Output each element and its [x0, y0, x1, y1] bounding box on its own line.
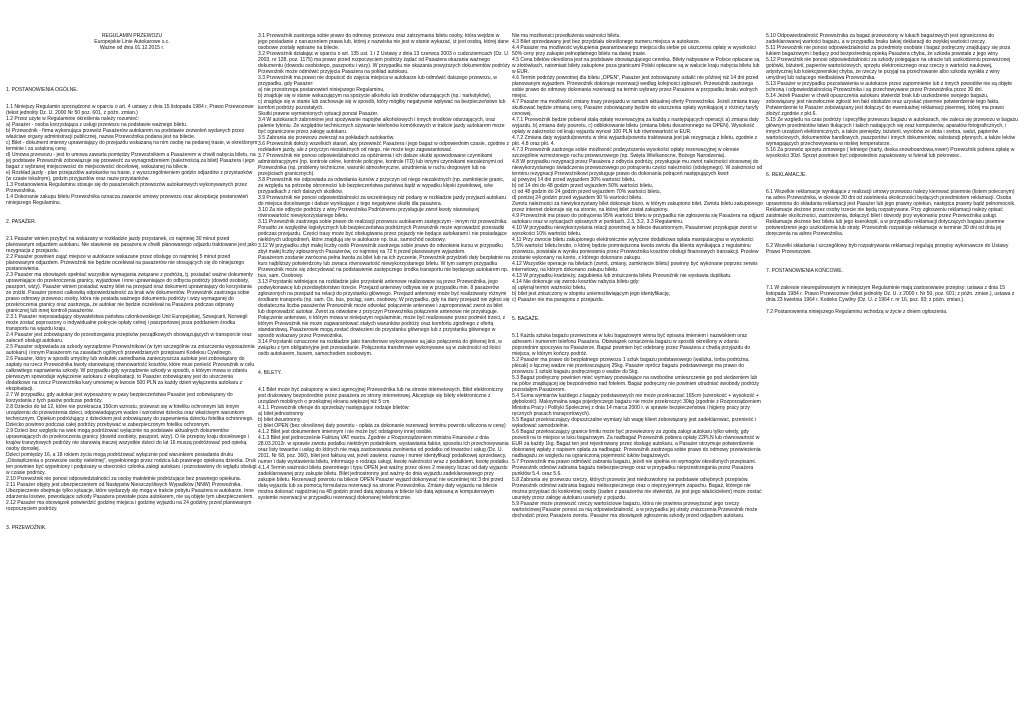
paragraph: 4.1.3 Bilet jest jednocześnie Fakturą VAT marża. Zgodnie z Rozporządzeniem ministra Finansów z dnia 28.03.2012r. w sprawie zwrotu podatku niektórym podatnikom, wystawiania faktur, sposobu ich przechowywania oraz listy towarów i usług do których nie mają zastosowania zwolnienia od podatku od towarów i usług (Dz. U. 2011, Nr 68, poz. 360), bilet jest fakturą vat, jeżeli zawiera: nazwę i numer identyfikacji podatkowej sprzedawcy, numer i datę wystawienia biletu, informację o rodzaju usługi, kwotę należności wraz z podatkiem, kwotę podatku. — [258, 435, 510, 465]
title-line-2: Europejskie Linie Autokarowe s.c. — [94, 39, 170, 45]
paragraph: 4.8 W przypadku rezygnacji przez Pasażera z odbycia podróży, przysługuje mu zwrot należności stosownej do niewykorzystanego świadczenia przewozowego po potrąceniu części należności (odstępnego). W zależności od terminu rezygnacji Przewoźnikowi przysługuje prawo do dokonania potrąceń następujących kwot: — [512, 159, 763, 177]
paragraph: 2.12 Pasażer ma obowiązek potwierdzić godzinę miejsca i godzinę wyjazdu na 24 godziny przed planowanym rozpoczęciem podróży. — [6, 500, 252, 512]
paragraph: 3.14 Przystanki oznaczone na rozkładzie jako transferowe wykonywane są jako połączenia do głównej linii, w związku z tym obligatoryjne jest przesiadanie. Połączenia transferowe wykonywane są w zależności od ilości osób autokarem, busem, samochodem osobowym. — [258, 339, 502, 357]
paragraph: 5.1 Każda sztuka bagażu przewożona w luku bagażowym winna być opisana imieniem i nazwiskiem oraz adresem i numerem telefonu Pasażera. Obowiązek oznaczenia bagażu w sposób określony w zdaniu poprzednim spoczywa na Pasażerze. Bagaż powinien być odebrany przez Pasażera z chwilą przyjazdu do miejsca, w którym kończy podróż. — [512, 333, 751, 357]
paragraph: 5.5 Bagaż przekraczający dopuszczalne wymiary lub wagę klient zobowiązany jest zadeklarować, przenieść i wyładować samodzielnie. — [512, 417, 756, 429]
paragraph: 5.10 Odpowiedzialność Przewoźnika za bagaż przewożony w lukach bagażowych jest ograniczona do zadeklarowanej wartości bagażu, a w przypadku braku takiej deklaracji do zwykłej wartości rzeczy. — [766, 33, 995, 45]
paragraph: 5.15 Ze względu na czas podróży i specyfikę przewozu bagażu w autokarach, nie zaleca się przewozu w bagażu głównym przedmiotów łatwo tłukących i takich nadających się oraz komputerów, aparatów fotograficznych, i innych urządzeń elektronicznych, a także pieniędzy, biżuterii, wyrobów ze złota i srebra, walut, papierów wartościowych, dokumentów handlowych, paszportów i innych dokumentów, substancji płynnych, a także leków wymagających przechowywania w niskiej temperaturze. — [766, 117, 1018, 147]
paragraph: 4.1 Bilet może być zakupiony w sieci agencyjnej Przewoźnika lub na stronie internetowych. Bilet elektroniczny jest drukowany bezpośrednio przez pasażera ze strony internetowej. Akceptuje się bilety elektroniczne z urządzeń mobilnych o przekątnej ekranu większej niż 5 cm. — [258, 387, 504, 405]
paragraph: 2.2 Pasażer powinien zająć miejsce w autokarze wskazane przez obsługę co najmniej 5 minut przed planowanym odjazdem. Przewoźnik nie będzie oczekiwał na pasażerów nie stosujących się do niniejszego postanowienia. — [6, 254, 245, 272]
column-3 — [512, 33, 764, 519]
paragraph: 3.13 Przystanki widniejące na rozkładzie jako przystanki antenowe realizowane są przez Przewoźnika, jego podwykonawcę lub przedsiębiorstwo trzecie. Przejazd antenowy odbywa się w przypadku min. 8 pasażerów zgłoszonych na przejazd na relacji do przystanku głównego. Przejazd antenowy może być realizowany różnymi środkami transportu (np. sam. Os. bus, pociąg, sam. osobowy. W przypadku, gdy na dany przejazd nie zgłosi się dostateczna liczba pasażerów Przewoźnik może odwołać połączenie antenowe i zaproponować zwrot za bilet lub doprowadzić autokar. Zwrot za odwołane z przyczyn Przewoźnika połączenie antenowe nie przysługuje. Połączenie antenowe, o którym mowa w niniejszym regulaminie, może być realizowane przez podmiot trzeci, z którym Przewoźnik nie może zagwarantować stałych warunków podróży oraz komfortu zgodnego z ofertą standardową. Pasażerowie mogą zostać dowiezieni do przystanku głównego lub z przystanku głównego w sposób wskazany przez Przewoźnika. — [258, 279, 510, 339]
paragraph: 2.10 Przewoźnik nie ponosi odpowiedzialności za osoby małoletnie podróżujące bez prawnego opiekuna. — [6, 476, 242, 482]
paragraph: Pasażerom zostanie zwrócona pełna kwota za bilet lub na ich życzenie, Przewoźnik przydzieli daty bezpłatnie na kurs najbliższy potwierdzony lub zwraca równowartość niewykorzystanego biletu. W tym samym przypadku Przewoźnik może się zdecydować na podstawienie zastępczego środka transportu nie będącego autokarem np. bus, sam. Osobowy. — [258, 255, 510, 279]
column-1 — [6, 80, 258, 536]
paragraph: a) Pasażer - osoba korzystająca z usługi przewozu na podstawie ważnego biletu. — [6, 122, 188, 128]
paragraph: 4.13 W przypadku kradzieży, zagubienia lub zniszczenia biletu Przewoźnik nie wystawia duplikatu. — [512, 273, 732, 279]
paragraph: c) Bilet - dokument imienny uprawniający do przejazdu wskazaną na nim osobę na podanej trasie, w określonym terminie i za ustaloną cenę. — [6, 140, 258, 152]
paragraph: a) nie przestrzega postanowień niniejszego Regulaminu, — [258, 87, 385, 93]
paragraph: 5.16 Za przewóz sprzętu zimowego ( letniego (narty, deska snowboardowa,rower) Przewoźnik pobiera opłatę w wysokości 30zł. Sprzęt powinien być odpowiednio zapakowany w futerał lub pokrowiec. — [766, 147, 1015, 159]
paragraph: 3.8 Przewoźnik nie odpowiada za odwołania kursów z przyczyn od niego niezależnych (np. zamknięcie granic, ze względu na potrzebę obronności lub bezpieczeństwa państwa bądź w wypadku klęski żywiołowej, w/w przypadkach z nich dalszych skutków. — [258, 177, 505, 195]
section-heading: 5. BAGAŻE. — [512, 316, 540, 322]
document-title — [6, 33, 258, 51]
paragraph: 2.6 Pasażer, który w sposób umyślny lub wskutek zaniedbania zanieczyszcza autokar jest zobowiązany do zapłaty na rzecz Przewoźnika kwoty stanowiącej równowartość kosztów, które musi ponieść Przewoźnik w celu całkowitego naprawienia szkody. W przypadku gdy wyrządzenie szkody w sposób, o którym mowa w zdaniu pierwszym spowoduje wyłączenie autokaru z eksploatacji, to Pasażer zobowiązany jest do uiszczenia dodatkowo na rzecz Przewoźnika kary umownej w kwocie 500 PLN za każdy dzień wyłączenia autokaru z eksploatacji. — [6, 356, 255, 392]
paragraph: 2.4 Pasażer jest zobowiązany do przestrzegania przepisów porządkowych obowiązujących w transporcie oraz zaleceń obsługi autokaru. — [6, 332, 252, 344]
paragraph: 5.8 Zabrania się przewozu rzeczy, których przewóz jest niedozwolony na podstawie odrębnych przepisów. Przewoźnik odmówi zabrania bagażu niebezpiecznego oraz o nieprzyjemnym zapachu. Bagaż, którego nie można przypisać do konkretnej osoby (żaden z pasażerów nie stwierdzi, że jest jego właścicielem) może zostać usunięty przez załogę autokaru usunięty z pojazdu. — [512, 477, 762, 501]
paragraph: 4.1.4 Termin ważności biletu powrotnego i typu OPEN jest ważny przez okres 2 miesięcy liczac od daty wyjazdu zadeklarowanej przy zakupie biletu. Bilet jednostronny jest ważny do dnia wyjazdu zadeklarowanego przy zakupie biletu. Rezerwacji powrotu na bilecie OPEN Pasażer wyjazd dokonywać nie wcześniej niż 3 dni przed datą wyjazdu lub za pomocą formularza rezerwacji na stronie Przewoźnika. Zmiany daty wyjazdu na bilecie można dokonać najpóźniej na 48 godzin przed datą wpisaną w bilecie lub datą wpisaną w komputerowym systemie rezerwacji w przypadku rezerwacji dokonanej telefonicznie. — [258, 465, 508, 501]
section-heading: 1. POSTANOWIENIA OGÓLNE. — [6, 87, 78, 93]
paragraph: 4.1.1 Przewoźnik oferuje do sprzedaży następujące rodzaje biletów: — [258, 405, 410, 411]
paragraph: 2.7 W przypadku, gdy autokar jest wyposażony w pasy bezpieczeństwa Pasażer jest zobowiązany do korzystania z tych pasów podczas podróży. — [6, 392, 233, 404]
paragraph: e) Rozkład jazdy - plan przejazdów autokarów na trasie, z wyszczególnieniem godzin odjazdów z przystanków (w czasie lokalnym), godzin przyjazdów oraz nazw przystanków. — [6, 170, 253, 182]
paragraph: 7.2 Postanowienia niniejszego Regulaminu wchodzą w życie z dniem ogłoszenia. — [766, 309, 948, 315]
paragraph: 4.12 Wszystkie operacje na biletach (zwrot, zmiany, zamknięcie biletu) powinny być wykonane poprzez serwis internetowy, na którym dokonano zakupu biletu. — [512, 261, 758, 273]
paragraph: 5.9 Pasażer może przewozić rzeczy wartościowe bagażu, która nie powinna przewyższać jego rzeczy wartościowej Pasażer ponosi za nią odpowiedzialność, a w przypadku jej utraty zniszczenia Przewoźnik może dochodzić przez Pasażera zwrotu. Pasażer ma obowiązek zgłoszenia szkody przed odjazdem autokaru. — [512, 501, 758, 519]
paragraph: 4.7 Pasażer ma możliwość zmiany trasy przejazdu w ramach aktualnej oferty Przewoźnika. Jeżeli zmiana trasy skutkować będzie zmianą ceny, Pasażer zobowiązany będzie do uiszczenia opłaty wynikającej z różnicy taryfy cenowej. — [512, 99, 760, 117]
paragraph: a) powyżej 14 dni przed wyjazdem 30% wartości biletu, — [512, 177, 636, 183]
paragraph: d) poniżej 24 godzin przed wyjazdem 90 % wartości biletu. — [512, 195, 643, 201]
paragraph: 2.9 Dzieci bez względu na wiek mogą podróżować wyłącznie na podstawie aktualnych dokumentów uprawniających do przekroczenia granicy (dowód osobisty, paszport, wizy). O ile przepisy kraju docelowego i krajów tranzytowych podróży nie stanowią inaczej wszystkie dzieci do lat 16 muszą podróżować pod opieką osoby dorosłej. — [6, 428, 249, 452]
paragraph: 5.6 Bagaż przekraczający granice limitu może być przewieziony za zgodą załogi autokaru tylko wtedy, gdy pozwoli na to miejsce w luku bagażowym. Za nadbagaż Przewoźnik pobiera opłatę 22PLN lub równowartość w EUR za każdy 1kg. Bagaż ten jest rejestrowany przez obsługę autokaru, a Pasażer otrzymuje potwierdzenie dokonanej wpłaty z napisem opłata za nadbagaż. Przewoźnik zastrzega sobie prawo do odmowy przewiezienia nadbagażu ze względu na ograniczoną pojemność luków bagażowych. — [512, 429, 761, 459]
paragraph: 3.4 W autokarach zabronione jest spożywanie napojów alkoholowych i innych środków odurzających, oraz palenie tytoniu. Ze względów technicznych używanie telefonów komórkowych w trakcie jazdy autokarem może być ograniczone przez załogę autokaru. — [258, 117, 505, 135]
paragraph: b) bilet jest zniszczony w stopniu uniemożliwiającym jego identyfikację, — [512, 291, 671, 297]
paragraph: 1.4 Dokonanie zakupu biletu Przewoźnika oznacza zawarcie umowy przewozu oraz akceptację postanowień niniejszego Regulaminu. — [6, 194, 249, 206]
paragraph: 4.7.1 Przewoźnik będzie pobierał stałą opłatę rezerwacyjną za każdą z następujących operacji: a) zmiana daty wyjazdu, b) zmiana daty powrotu, c) odblokowanie biletu (zmiana biletu dwustronnego na OPEN). Wysokość opłaty w zależności od kraju wyjazdu wynosi 100 PLN lub równowartość w EUR. — [512, 117, 759, 135]
paragraph: 3.11 Przewoźnik zastrzega sobie prawo do realizacji przewozu autokarem zastępczym - innym niż przewoźnika. Ponadto ze względów logistycznych lub bezpieczeństwa podróżnych Przewoźnik może wprowadzić przesiadki podczas przejazdu. Części trasy może być obsługiwana przez pojazdy nie będące autokarami i nie posiadające niektórych udogodnień, które znajdują się w autokarze np. bus, samochód osobowy. — [258, 219, 508, 243]
paragraph: 3.2 Przewoźnik działając w oparciu o art. 135 ust. 1 i 2 Ustawy z dnia 13 czerwca 2003 o cudzoziemcach (Dz. U. 2003, nr 128, poz. 1175) ma prawo przed rozpoczęciem podróży żądać od Pasażera okazania ważnego dokumentu (dowodu osobistego, paszportu i wizy). W przypadku nie okazania powyższych dokumentów podróży Przewoźnik może odmówić przyjęcia Pasażera na pokład autokaru. — [258, 51, 510, 75]
paragraph: 5.12 Przewoźnik nie ponosi odpowiedzialności za szkody polegające na utracie lub uszkodzeniu przewożonej gotówki, biżuterii, papierów wartościowych, sprzętu elektronicznego oraz rzeczy o wartości naukowej, artystycznej lub kolekcjonerskiej chyba, że rzeczy te przyjął na przechowanie albo szkoda wynikła z winy umyślnej lub rażącego niedbalstwa Przewoźnika. — [766, 57, 1011, 81]
paragraph: 4.11 Przy zwrocie biletu zakupionego elektronicznie wytyczne dodatkowa opłata manipulacyjna w wysokości 5,5% wartości biletu brutto, o której będzie pomniejszona kwota zwrotu dla klienta wynikająca z regulaminu przewozu, powstała w wyniku poniesienia przez Przewoźnika kosztów obsługi finansowych transakcji. Przelew zostanie wykonany na konto, z którego dokonano zakupu. — [512, 237, 759, 261]
paragraph: 3.10 Za nie odbycie podróży z winy Przewoźnika Podróżnemu przysługuje zwrot kwoty stanowiącej równowartość niewykorzystanego biletu. — [258, 207, 480, 219]
section-heading: 3. PRZEWOŹNIK. — [6, 525, 47, 531]
paragraph: 5.4 Suma wymiarów każdego z bagaży podstawowych nie może przekraczać 165cm (szerokość + wysokość + głębokość). Maksymalna waga pojedynczego bagażu nie może przekroczyć 30kg (zgodnie z Rozporządzeniem Ministra Pracy i Polityki Społecznej z dnia 14 marca 2000 r. w sprawie bezpieczeństwa i higieny pracy przy ręcznych pracach transportowych). — [512, 393, 761, 417]
section-heading: 4. BILETY. — [258, 370, 282, 376]
paragraph: c) Pasażer nie ma paragonu z przejazdu. — [512, 297, 605, 303]
column-2 — [258, 33, 510, 501]
paragraph: 5.13 Pasażer w przypadku pozostawienia w autokarze przez zapomnienie lub z innych powodów nie są objęte ochroną i odpowiedzialnością Przewoźnika i są przechowywane przez Przewoźnika przez 30 dni. — [766, 81, 1013, 93]
paragraph: b) bilet dwustronny — [258, 417, 301, 423]
title-line-3: Ważne od dnia 01.12.2015 r. — [99, 45, 165, 51]
paragraph: 3.6 Przewoźnik dołoży wszelkich starań, aby przewieźć Pasażera i jego bagaż w odpowiednim czasie, zgodnie z rozkładem jazdy, ale z przyczyn niezależnych od niego, nie może tego zagwarantować. — [258, 141, 510, 153]
paragraph: 5.2 Pasażer ma prawo do bezpłatnego przewozu 1 sztuk bagażu podstawowego (walizka, torba podróżna, plecak) o łącznej wadze nie przekraczającej 25kg. Pasażer oprócz bagażu podstawowego ma prawo do przewozu 1 sztuki bagażu podręcznego o wadze do 5kg. — [512, 357, 750, 375]
paragraph: b) od 14 dni do 48 godzin przed wyjazdem 50% wartości biletu, — [512, 183, 654, 189]
paragraph: 4.5 Cena biletów określona jest na podstawie obowiązującego cennika. Bilety nabywane w Polsce opłacane są w złotówkach, natomiast bilety zakupione poza granicami Polski opłacane są w walucie kraju nabycia biletu lub w EUR. — [512, 57, 760, 75]
paragraph: 4.3 Bilet sprzedawany jest bez przydziału określonego numeru miejsca w autokarze. — [512, 39, 701, 45]
paragraph: Nie ma możliwości przedłużenia ważności biletu. — [512, 33, 621, 39]
paragraph: 6.1 Wszelkie reklamacje wynikające z realizacji umowy przewozu należy kierować pisemnie (listem poleconym) na adres Przewoźnika, w okresie 30 dni od zaistnienia okoliczności będących przedmiotem reklamacji. Osoba uprawniona do składania reklamacji jest Pasażer lub jego prawny opiekun, następca prawny bądź pełnomocnik. Reklamacje złożone przez osoby trzecie nie będą rozpatrywane. Przy zgłoszeniu reklamacji należy opisać zaistniałe okoliczności, zastrzeżenia, dołączyć bilet i dowody przy wykonaniu przez Przewoźnika usługi. Reklamacje złożone bez biletu lub jego kserokopii, a w przypadku reklamacji dotyczących bagażu pisemne potwierdzenie jego uszkodzenia lub straty. Przewoźnik rozpatruje reklamacje w terminie 30 dni od dnia jej doręczenia na adres Przewoźnika. — [766, 189, 1016, 237]
title-line-1: REGULAMIN PRZEWOZU — [101, 33, 163, 39]
paragraph: Dzieci pomiędzy 16, a 18 rokiem życia mogą podróżować wyłącznie pod warunkiem posiadania druku „Oświadczenia o przewozie osoby nieletniej", wypełnionego przez rodzica lub prawnego opiekuna dziecka. Druk ten powinien być wypełniony i podpisany w obecności członka załogi autokaru i pozostawiony do wglądu obsługi w czasie podróży. — [6, 452, 257, 476]
paragraph: 1.1 Niniejszy Regulamin sporządzono w oparciu o art. 4 ustawy z dnia 15 listopada 1984 r. Prawo Przewozowe (tekst jednolity Dz. U. 2000 Nr 50 poz. 601, z późn. zmian.) — [6, 104, 254, 116]
paragraph: a) bilet jednostronny — [258, 411, 304, 417]
paragraph: a) upłynął termin ważności biletu, — [512, 285, 587, 291]
paragraph: c) bilet OPEN (bez określonej daty powrotu - opłata za dokonanie rezerwacji terminu powrotu wliczona w cenę) — [258, 423, 506, 429]
paragraph: 4.6 Termin podróży powrotnej dla biletu „OPEN", Pasażer jest zobowiązany ustalić nie później niż 14 dni przed planowanym wyjazdem. Przewoźnik dokonuje rezerwacji według kolejności zgłoszeń. Przewoźnik zastrzega sobie prawo do odmowy dokonania rezerwacji na termin wybrany przez Pasażera w przypadku braku wolnych miejsc. — [512, 75, 759, 99]
paragraph: c) znajduje się w stanie lub zachowuje się w sposób, który mógłby negatywnie wpływać na bezpieczeństwo lub komfort podróży pozostałych. — [258, 99, 506, 111]
paragraph: 3.3 Przewoźnik ma prawo nie dopuścić do zajęcia miejsca w autokarze lub odmówić dalszego przewozu, w przypadku, gdy Pasażer: — [258, 75, 498, 87]
paragraph: 3.12 W przypadku zbyt małej liczby osób Przewoźnik zastrzega sobie prawo do odwołania kursu w przypadku zbyt małej liczby zgłoszonych Pasażerów, co najmniej na 72 h przed planowanym wyjazdem. — [258, 243, 503, 255]
paragraph: 6.2 Wszelki składania i szczegółowy tryb rozpatrywania reklamacji regulują przepisy wykonawcze do Ustawy Prawo Przewozowe. — [766, 243, 1009, 255]
paragraph: 2.5 Pasażer odpowiada za szkody wyrządzone Przewoźnikowi (w tym szczególnie za zniszczenia wyposażenia autokaru) i innym Pasażerom na zasadach ogólnych przewidzianych przepisami Kodeksu Cywilnego. — [6, 344, 255, 356]
paragraph: 2.3 Pasażer ma obowiązek spełniać wszystkie wymagania związane z podróżą, tj. posiadać ważne dokumenty uprawniające do przekroczenia granicy, wyjazdowe i inne uprawniające do odbycia podróży (dowód osobisty, paszport, wizy). Pasażer winien posiadać ważny bilet na przejazd oraz dokument uprawniający do korzystania ze zniżki. Pasażer ponosi całkowitą odpowiedzialność za brak w/w dokumentów. Przewoźnik zastrzega sobie prawo odmowy przewozu osoby, która nie posiada ważnego dokumentu podróży i wizy wymaganej do przekroczenia granicy oraz zastrzega, że autokar nie będzie oczekiwał na Pasażera podczas odprawy granicznej lub innej kontroli pasażerów. — [6, 272, 253, 314]
paragraph: 7.1 W zakresie nieuregulowanym w niniejszym Regulaminie mają zastosowanie przepisy: ustawa z dnia 15 listopada 1984 r. Prawo Przewozowe (tekst jednolity Dz. U. z 2000 r. Nr 50, poz. 601; z późn. zmian.), ustawa z dnia 23 kwietnia 1964 r. Kodeks Cywilny (Dz. U. z 1964 r. nr 16, poz. 93; z późn. zmian.). — [766, 285, 1015, 303]
paragraph: d) Umowa przewozu - jest to umowa zawarta pomiędzy Przewoźnikiem a Pasażerem w chwili nabycia biletu, na jej podstawie Przewoźnik zobowiązuje się przewieźć za wynagrodzeniem (należnością za bilet) Pasażera i jego bagaż z wybranej miejscowości do miejscowości docelowej, wskazanej na bilecie. — [6, 152, 256, 170]
paragraph: 4.9 Przewoźnik ma prawo do potrącenia 95% wartości biletu w przypadku nie zgłoszenia się Pasażera na odjazd autokaru oraz w sytuacjach opisanych w punktach, 2.3, 3.2, 3.3 Regulaminu. — [512, 213, 764, 225]
paragraph: 1.3 Postanowienia Regulaminu stosuje się do pasażerskich przewozów autokarowych wykonywanych przez Przewoźnika. — [6, 182, 247, 194]
paragraph: 5.14 Jeżeli Pasażer w chwili opuszczenia autokaru stwierdzi brak lub uszkodzenie swojego bagażu, zobowiązany jest niezwłocznie zgłosić ten fakt obsłudze oraz uzyskać pisemne potwierdzenie tego faktu. Potwierdzenie to Pasażer zobowiązany jest dołączyć do ewentualnej reklamacji pisemnej, której ma prawo złożyć zgodnie z pkt.6. — [766, 93, 1004, 117]
column-4 — [766, 33, 1018, 315]
section-heading: 6. REKLAMACJE. — [766, 172, 807, 178]
paragraph: 5.7 Przewoźnik ma prawo odmówić zabrania bagażu, jeżeli nie spełnia on wymogów określonych przepisami. Przewoźnik odmówi zabrania bagażu niebezpiecznego oraz w przypadku nieprzestrzegania przez Pasażera punktów 5.4. oraz 5.6. — [512, 459, 757, 477]
paragraph: 4.10 W przypadku niewykorzystania relacji powrotnej w bilecie dwustronnym, Pasażerowi przysługuje zwrot w wysokości 10% wartości biletu. — [512, 225, 757, 237]
paragraph: 4.4 Pasażer ma możliwość wykupienia gwarantowanego miejsca dla siebie po uiszczeniu opłaty w wysokości 50% ceny przy zakupie pełnopłatnego biletu na danej trasie. — [512, 45, 756, 57]
paragraph: 2.8 Dziecko do lat 12, które nie przekracza 150cm wzrostu, przewozi się w foteliku ochronnym lub innym urządzeniu do przewożenia dzieci, odpowiadającym wadze i wzrostowi dziecka oraz właściwym warunkom technicznym. Opiekun podróżujący z dzieckiem jest zobowiązany do zapewnienia dziecku fotelika ochronnego. Dziecko powinno podczas całej podróży przebywać w zabezpieczonym foteliku ochronnym. — [6, 404, 254, 428]
paragraph: 5.3 Bagaż podręczny powinien mieć wymiary pozwalające na swobodne umieszczenie go pod siedzeniem lub na półce znajdującej się bezpośrednio nad fotelem. Bagaż podręczny nie powinien utrudniać swobody podróży pozostałym Pasażerom. — [512, 375, 760, 393]
paragraph: Zwrotu należności za niewykorzystany bilet dokonuje biuro, w którym zakupiono bilet. Zwrotu biletu zakupionego przez internet dokonuje się na stronie, na której bilet został zakupiony. — [512, 201, 763, 213]
paragraph: 4.1.2 Bilet jest dokumentem imiennym i nie może być odstąpiony innej osobie. — [258, 429, 433, 435]
paragraph: 2.11 Pasażer objęty jest ubezpieczeniem od Następstw Nieszczęśliwych Wypadków (NNW) Przewoźnika. Ubezpieczenie obejmuje tylko sytuacje, które wydarzyły się mogą w trakcie pobytu Pasażera w autokarze. Inne zdarzenia losowe, powodujące szkody Pasażera powstałe poza autokarem, nie są objęte tym ubezpieczeniem. — [6, 482, 254, 500]
paragraph: 2.1 Pasażer winien przybyć na wskazany w rozkładzie jazdy przystanek, co najmniej 30 minut przed planowanym odjazdem autokaru. Nie stawienie się pasażera w chwili planowanego odjazdu traktowane jest jako rezygnacja z przejazdu. — [6, 236, 257, 254]
paragraph: c) od 48 godzin do 24 godzin przed wyjazdem 70% wartości biletu, — [512, 189, 661, 195]
paragraph: Skutki prawne wymienionych sytuacji ponosi Pasażer. — [258, 111, 379, 117]
section-heading: 7. POSTANOWIENIA KOŃCOWE. — [766, 268, 844, 274]
section-heading: 2. PASAŻER. — [6, 219, 37, 225]
paragraph: 4.7.3 Przewoźnik zastrzega sobie możliwość podwyższenia wysokości opłaty rezerwacyjnej w okresie szczególnie wzmożonego ruchu przewozowego (np. Święta Wielkanocne, Bożego Narodzenia). — [512, 147, 740, 159]
paragraph: 1.2 Przez użyte w Regulaminie określenia należy rozumieć: — [6, 116, 139, 122]
paragraph: 4.14 Nie dokonuje się zwrotu kosztów nabycia biletu gdy: — [512, 279, 640, 285]
paragraph: b) Przewoźnik - firma wykonująca przewóz Pasażerów autokarem na podstawie zezwoleń wydanych przez właściwe organy administracji publicznej, nazwa Przewoźnika podana jest na bilecie. — [6, 128, 245, 140]
paragraph: 3.5 Zabrania się przewozu zwierząt na pokładach autokarów. — [258, 135, 395, 141]
paragraph: 3.1 Przewoźnik zastrzega sobie prawo do odmowy przewozu oraz zatrzymania biletu osoby, która wejdzie w jego posiadanie z naruszeniem prawa lub, której z nazwiska nie jest w stanie wykazać, iż jest osobą, której dane osobowe zostały wpisane na bilecie. — [258, 33, 509, 51]
paragraph: 3.9 Przewoźnik nie ponosi odpowiedzialności za wcześniejszy niż podany w rozkładzie jazdy przyjazd autokaru do miejsca docelowego i dalsze wynikające z tego negatywne skutki dla pasażera. — [258, 195, 506, 207]
paragraph: 2.3.1 Pasażer nieposiadający obywatelstwa państwa członkowskiego Unii Europejskiej, Szwajcarii, Norwegii może zostać poproszony o indywidualne pokrycie opłaty celnej i paszportowej poza poddaniem środka transportu na wjazdu kraju. — [6, 314, 248, 332]
paragraph: 3.7 Przewoźnik nie ponosi odpowiedzialności za opóźnienia i ich dalsze skutki spowodowane czynnikami administracyjnymi (np. kontrole celne, kontrole policyjne, kontrole ITD) lub innymi czynnikami niezależnymi od Przewoźnika (np. problemy techniczne, warunki atmosferyczne, utrudnienia w ruchu drogowym lub na przejściach granicznych). — [258, 153, 503, 177]
paragraph: 5.11 Przewoźnik nie ponosi odpowiedzialności za przedmioty osobiste i bagaż podręczny znajdujący się poza lukiem bagażowym i będący pod bezpośrednią opieką Pasażera chyba, że szkoda powstała z jego winy. — [766, 45, 1011, 57]
paragraph: 4.7.2 Zmiana daty wyjazdu/powrotu w dniu wyjazdu/powrotu traktowana jest jak rezygnacja z biletu, zgodnie z pkt. 4.8 oraz pkt. 4. — [512, 135, 758, 147]
paragraph: b) znajduje się w stanie wskazującym na spożycie alkoholu lub środków odurzających (np.: narkotyków), — [258, 93, 492, 99]
